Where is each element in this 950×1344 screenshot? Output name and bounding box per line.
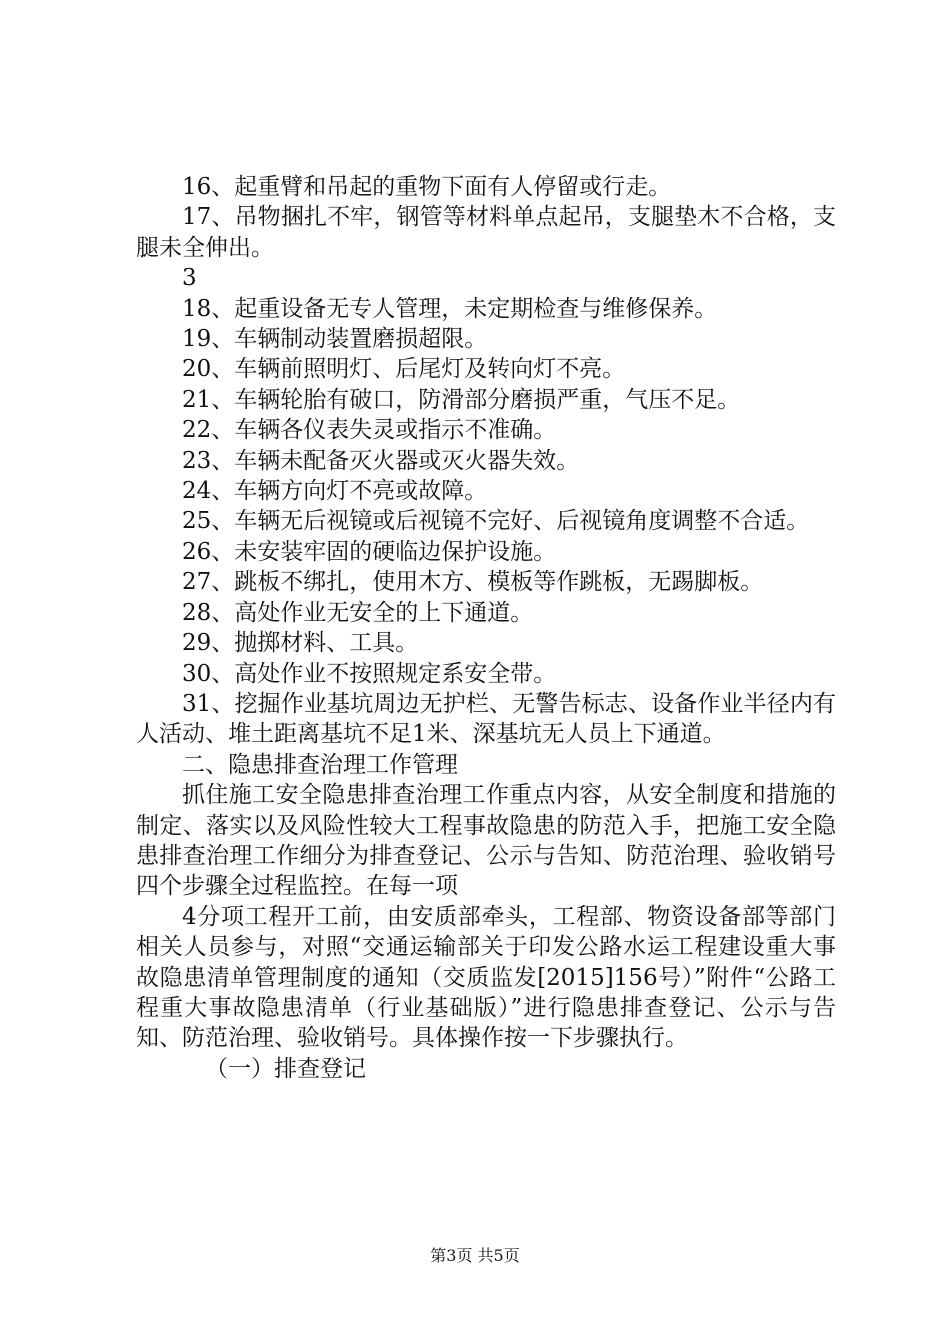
paragraph-item-24: 24、车辆方向灯不亮或故障。	[182, 478, 488, 505]
paragraph-item-26: 26、未安装牢固的硬临边保护设施。	[182, 538, 557, 565]
paragraph-item-20: 20、车辆前照明灯、后尾灯及转向灯不亮。	[182, 356, 626, 383]
section-heading: 二、隐患排查治理工作管理	[182, 751, 458, 778]
body-paragraph-procedure: 4分项工程开工前，由安质部牵头，工程部、物资设备部等部门相关人员参与，对照“交通运输部关于印发公路水运工程建设重大事故隐患清单管理制度的通知（交质监发[2015]156号）”附件“公路工程重大事故隐患清单（行业基础版）”进行隐患排查登记、公示与告知、防范治理、验收销号。具体操作按一下步骤执行。	[136, 903, 836, 1052]
paragraph-item-18: 18、起重设备无专人管理，未定期检查与维修保养。	[182, 295, 718, 322]
paragraph-item-17: 17、吊物捆扎不牢，钢管等材料单点起吊，支腿垫木不合格，支腿未全伸出。	[136, 204, 836, 261]
paragraph-item-22: 22、车辆各仪表失灵或指示不准确。	[182, 417, 557, 444]
page-footer: 第3页 共5页	[430, 1246, 520, 1265]
page-marker-3: 3	[182, 265, 197, 292]
paragraph-item-21: 21、车辆轮胎有破口，防滑部分磨损严重，气压不足。	[182, 386, 741, 413]
paragraph-item-28: 28、高处作业无安全的上下通道。	[182, 599, 534, 626]
paragraph-item-19: 19、车辆制动装置磨损超限。	[182, 326, 488, 353]
paragraph-item-31: 31、挖掘作业基坑周边无护栏、无警告标志、设备作业半径内有人活动、堆土距离基坑不足1米、深基坑无人员上下通道。	[136, 690, 836, 748]
paragraph-item-16: 16、起重臂和吊起的重物下面有人停留或行走。	[182, 174, 672, 200]
paragraph-item-23: 23、车辆未配备灭火器或灭火器失效。	[182, 447, 580, 474]
paragraph-item-30: 30、高处作业不按照规定系安全带。	[182, 660, 557, 687]
document-body	[136, 172, 836, 1084]
body-paragraph-overview: 抓住施工安全隐患排查治理工作重点内容，从安全制度和措施的制定、落实以及风险性较大工程事故隐患的防范入手，把施工安全隐患排查治理工作细分为排查登记、公示与告知、防范治理、验收销号四个步骤全过程监控。在每一项	[136, 782, 836, 900]
paragraph-item-27: 27、跳板不绑扎，使用木方、模板等作跳板，无踢脚板。	[182, 569, 764, 596]
paragraph-item-29: 29、抛掷材料、工具。	[182, 630, 419, 657]
subsection-heading: （一）排查登记	[205, 1055, 366, 1082]
paragraph-item-25: 25、车辆无后视镜或后视镜不完好、后视镜角度调整不合适。	[182, 508, 810, 535]
